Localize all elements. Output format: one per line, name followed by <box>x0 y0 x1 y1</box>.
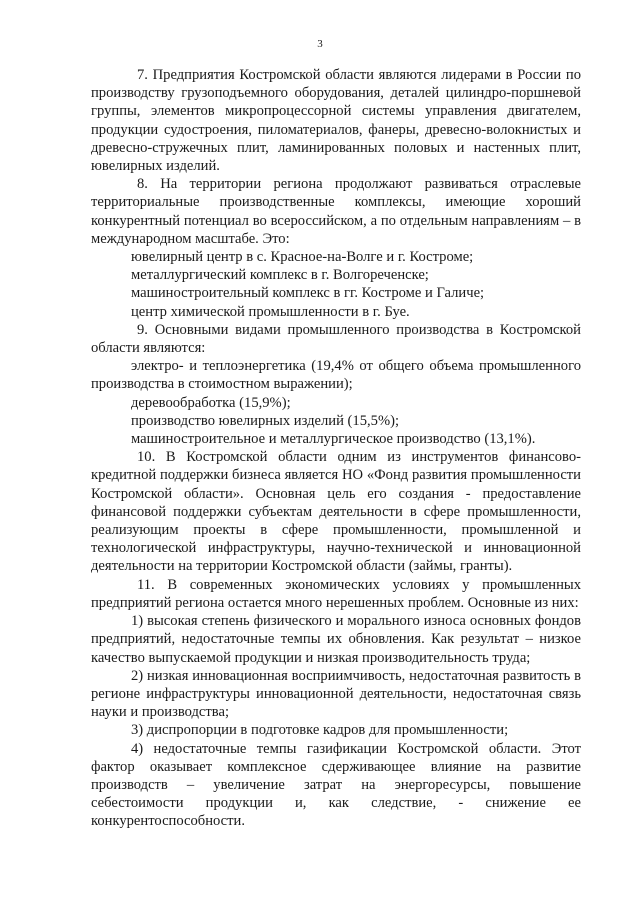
list-item: 2) низкая инновационная восприимчивость, недостаточная развитость в регионе инфраструктуры инновационной деятельности, недостаточная связь науки и производства; <box>91 667 581 721</box>
list-item: электро- и теплоэнергетика (19,4% от общего объема промышленного производства в стоимостном выражении); <box>91 358 581 393</box>
list-item: центр химической промышленности в г. Буе. <box>131 303 410 320</box>
list-item: производство ювелирных изделий (15,5%); <box>131 412 400 429</box>
page-number: 3 <box>317 38 323 50</box>
list-item: ювелирный центр в с. Красное-на-Волге и г. Костроме; <box>131 249 474 266</box>
list-item: 4) недостаточные темпы газификации Костромской области. Этот фактор оказывает комплексное сдерживающее влияние на развитие производств – увеличение затрат на энергоресурсы, повышение себестоимости продукции и, как следствие, - снижение ее конкурентоспособности. <box>91 740 581 830</box>
list-item: машиностроительный комплекс в гг. Костроме и Галиче; <box>131 285 485 302</box>
paragraph-8: 8. На территории региона продолжают развиваться отраслевые территориальные производственные комплексы, имеющие хороший конкурентный потенциал во всероссийском, а по отдельным направлениям – в международном масштабе. Это: <box>91 176 581 247</box>
document-body <box>91 66 581 831</box>
list-item: металлургический комплекс в г. Волгореченске; <box>131 267 429 284</box>
paragraph-9: 9. Основными видами промышленного производства в Костромской области являются: <box>91 321 581 357</box>
list-item: деревообработка (15,9%); <box>131 394 291 411</box>
list-item: машиностроительное и металлургическое производство (13,1%). <box>131 431 536 448</box>
paragraph-7: 7. Предприятия Костромской области являются лидерами в России по производству грузоподъемного оборудования, деталей цилиндро-поршневой группы, элементов микропроцессорной системы управления двигателем, продукции судостроения, пиломатериалов, фанеры, древесно-волокнистых и древесно-стружечных плит, ламинированных половых и настенных плит, ювелирных изделий. <box>91 67 581 175</box>
paragraph-10: 10. В Костромской области одним из инструментов финансово-кредитной поддержки бизнеса является НО «Фонд развития промышленности Костромской области». Основная цель его создания - предоставление финансовой поддержки субъектам деятельности в сфере промышленности, реализующим проекты в сфере промышленности, промышленной и технологической инфраструктуры, научно-технической и инновационной деятельности на территории Костромской области (займы, гранты). <box>91 449 581 575</box>
paragraph-11: 11. В современных экономических условиях у промышленных предприятий региона остается много нерешенных проблем. Основные из них: <box>91 576 581 611</box>
list-item: 1) высокая степень физического и морального износа основных фондов предприятий, недостаточные темпы их обновления. Как результат – низкое качество выпускаемой продукции и низкая производительность труда; <box>91 613 581 666</box>
list-item: 3) диспропорции в подготовке кадров для промышленности; <box>131 722 509 739</box>
